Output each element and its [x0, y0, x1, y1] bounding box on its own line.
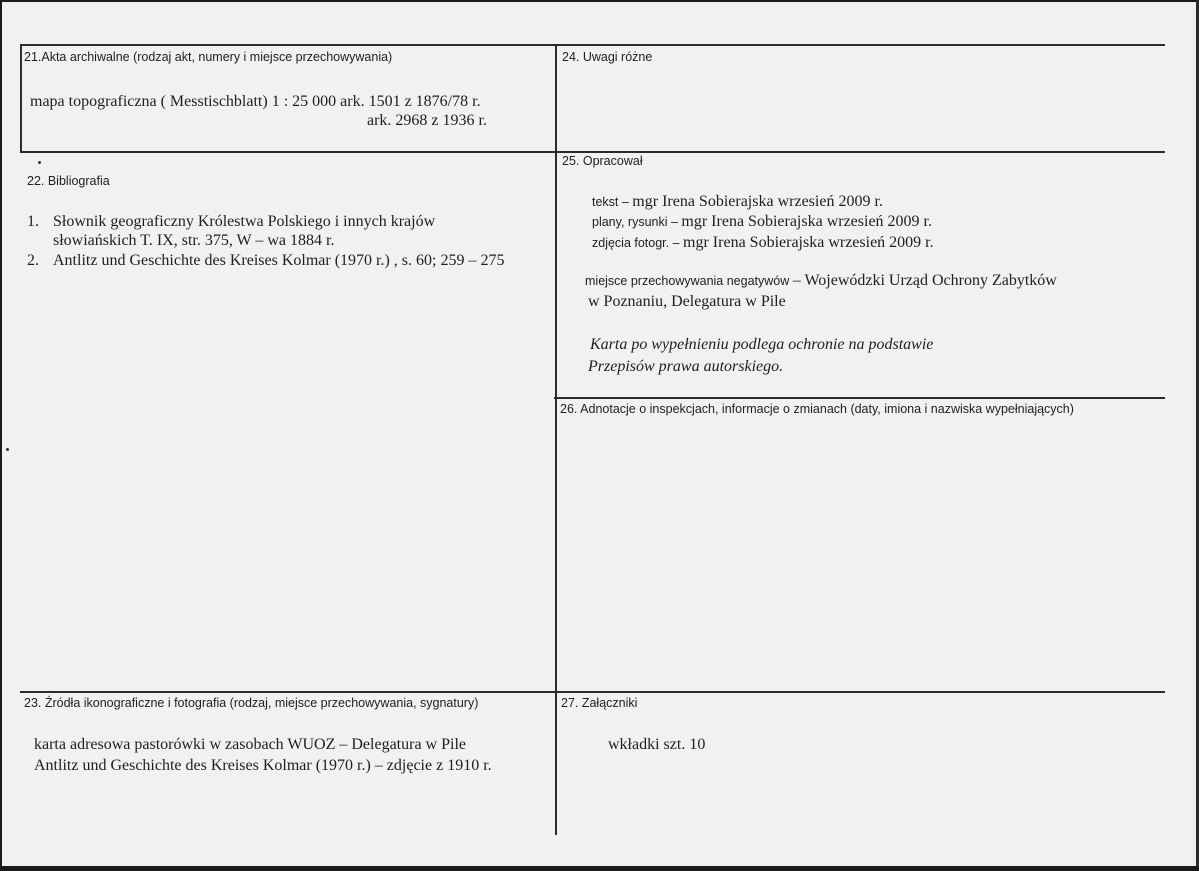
author-row-photos: [592, 234, 934, 252]
negatives-storage-text: – Wojewódzki Urząd Ochrony Zabytków: [792, 272, 1057, 289]
top-rule: [20, 44, 1165, 46]
section-24-label: 24. Uwagi różne: [562, 50, 653, 64]
scan-edge-bottom: [0, 866, 1199, 871]
negatives-storage-line-2: w Poznaniu, Delegatura w Pile: [588, 293, 786, 310]
bibliography-item-1-num: 1.: [27, 213, 39, 230]
author-row-photos-prefix: zdjęcia fotogr. –: [592, 236, 684, 250]
bibliography-item-2-num: 2.: [27, 252, 39, 269]
section-22-label: 22. Bibliografia: [27, 174, 110, 188]
author-row-text: [592, 193, 883, 211]
section-23-line-1: karta adresowa pastorówki w zasobach WUOZ – Delegatura w Pile: [34, 736, 466, 753]
section-23-line-2: Antlitz und Geschichte des Kreises Kolmar (1970 r.) – zdjęcie z 1910 r.: [34, 757, 492, 774]
section-23-label: 23. Źródła ikonograficzne i fotografia (rodzaj, miejsce przechowywania, sygnatury): [24, 696, 479, 710]
author-row-text-prefix: tekst –: [592, 195, 633, 209]
author-row-plans-prefix: plany, rysunki –: [592, 215, 682, 229]
negatives-storage-prefix: miejsce przechowywania negatywów: [585, 274, 793, 288]
section-25-label: 25. Opracował: [562, 154, 643, 168]
author-row-plans: [592, 213, 932, 231]
section-26-label: 26. Adnotacje o inspekcjach, informacje o zmianach (daty, imiona i nazwiska wypełniających): [560, 402, 1074, 416]
section-27-text: wkładki szt. 10: [608, 736, 706, 753]
bibliography-item-2-line-1: Antlitz und Geschichte des Kreises Kolmar (1970 r.) , s. 60; 259 – 275: [53, 252, 505, 269]
ink-speck-left: [6, 448, 9, 451]
copyright-note-line-2: Przepisów prawa autorskiego.: [588, 358, 784, 375]
copyright-note-line-1: Karta po wypełnieniu podlega ochronie na podstawie: [590, 336, 934, 353]
row-rule-1: [20, 151, 1165, 153]
document-sheet: [2, 2, 1196, 866]
section-21-label: 21.Akta archiwalne (rodzaj akt, numery i miejsce przechowywania): [24, 50, 393, 64]
author-row-plans-value: mgr Irena Sobierajska wrzesień 2009 r.: [681, 213, 932, 230]
ink-speck: [38, 161, 41, 164]
left-border: [20, 44, 22, 152]
negatives-storage-line-1: [585, 272, 1057, 290]
author-row-photos-value: mgr Irena Sobierajska wrzesień 2009 r.: [683, 234, 934, 251]
bibliography-item-1-line-2: słowiańskich T. IX, str. 375, W – wa 1884 r.: [53, 232, 335, 249]
row-rule-2: [20, 691, 1165, 693]
section-27-label: 27. Załączniki: [561, 696, 638, 710]
column-divider: [555, 44, 557, 835]
section-21-line-2: ark. 2968 z 1936 r.: [367, 112, 487, 129]
section-21-line-1: mapa topograficzna ( Messtischblatt) 1 : 25 000 ark. 1501 z 1876/78 r.: [30, 93, 481, 110]
author-row-text-value: mgr Irena Sobierajska wrzesień 2009 r.: [632, 193, 883, 210]
bibliography-item-1-line-1: Słownik geograficzny Królestwa Polskiego i innych krajów: [53, 213, 436, 230]
row-rule-26: [554, 397, 1165, 399]
